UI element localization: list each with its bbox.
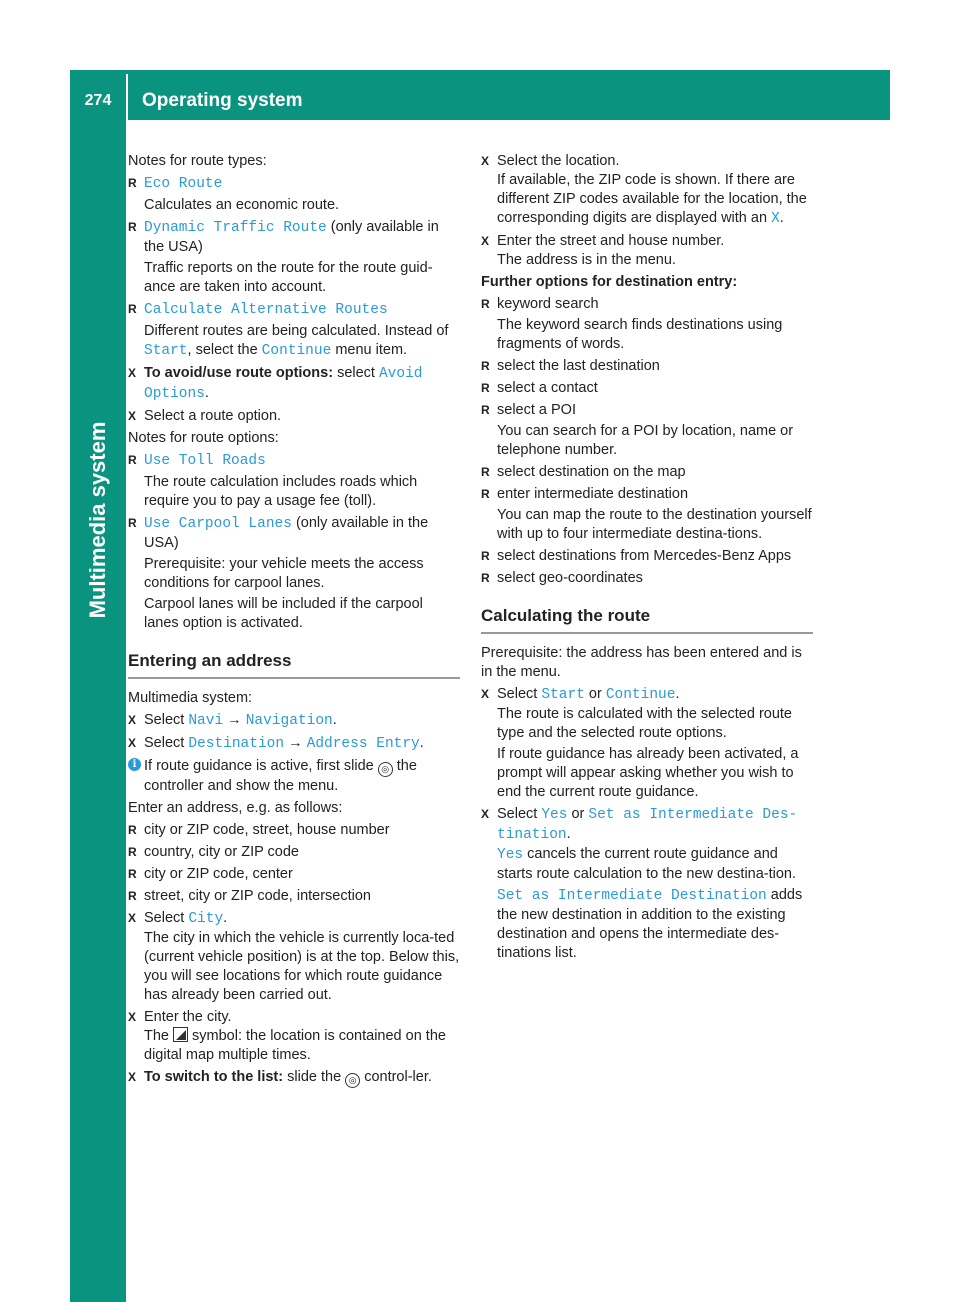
eco-route-option: Eco Route — [144, 176, 223, 192]
controller-icon: ◎ — [345, 1073, 360, 1088]
prereq: Prerequisite: the address has been entered and is in the menu. — [481, 645, 802, 680]
info-note: i If route guidance is active, first slide ◎ the controller and show the menu. — [128, 757, 460, 796]
list-item: R street, city or ZIP code, intersection — [128, 887, 460, 906]
city-desc: The city in which the vehicle is currently loca-ted (current vehicle position) is at the top. Below this, you will see locations for which route guidance has already been carried out. — [144, 930, 460, 1003]
step-select-navigation: X Select Navi → Navigation. — [128, 711, 460, 731]
list-item: R Use Carpool Lanes (only available in the USA) Prerequisite: your vehicle meets the access conditions for carpool lanes. Carpool lanes will be included if the carpool lanes option is activated. — [128, 514, 460, 633]
list-item — [128, 451, 460, 511]
list-item: R enter intermediate destination You can map the route to the destination yourself with up to four intermediate destina-tions. — [481, 485, 813, 544]
symbol-desc: The symbol: the location is contained on the digital map multiple times. — [144, 1028, 446, 1063]
header-divider — [126, 74, 128, 120]
list-item — [128, 218, 460, 297]
mm-system-label: Multimedia system: — [128, 690, 253, 706]
step-select-start: X Select Start or Continue. The route is calculated with the selected route type and the selected route options. If route guidance has already been activated, a prompt will appear asking whether you wish to end the current route guidance. — [481, 685, 813, 802]
right-column — [481, 152, 813, 966]
route-types-intro: Notes for route types: — [128, 153, 267, 169]
side-tab — [70, 120, 126, 1120]
step-select-location: X Select the location. If available, the ZIP code is shown. If there are different ZIP codes available for the location, the corresponding digits are displayed with an X. — [481, 152, 813, 229]
page-number: 274 — [84, 92, 112, 109]
controller-icon: ◎ — [378, 762, 393, 777]
list-item: R select a contact — [481, 379, 813, 398]
step-select-yes: X Select Yes or Set as Intermediate Des-tination. Yes cancels the current route guidance and starts route calculation to the new destina-tion. Set as Intermediate Destination adds the new destination in addition to the existing destination and opens the intermediate des-tinations list. — [481, 805, 813, 963]
page-title: Operating system — [142, 90, 303, 111]
list-item: R select destination on the map — [481, 463, 813, 482]
multiple-locations-icon — [173, 1027, 188, 1042]
route-options-intro: Notes for route options: — [128, 430, 279, 446]
toll-roads-desc: The route calculation includes roads which require you to pay a usage fee (toll). — [144, 474, 418, 509]
section-heading: Calculating the route — [481, 606, 813, 634]
section-heading: Entering an address — [128, 651, 460, 679]
eco-route-desc: Calculates an economic route. — [144, 197, 340, 213]
list-item: R city or ZIP code, center — [128, 865, 460, 884]
address-in-menu: The address is in the menu. — [497, 252, 676, 268]
toll-roads-option: Use Toll Roads — [144, 453, 266, 469]
list-item: R select geo-coordinates — [481, 569, 813, 588]
list-item: R select the last destination — [481, 357, 813, 376]
list-item: R select destinations from Mercedes-Benz Apps — [481, 547, 813, 566]
carpool-desc-1: Prerequisite: your vehicle meets the access conditions for carpool lanes. — [144, 556, 424, 591]
enter-intro: Enter an address, e.g. as follows: — [128, 800, 343, 816]
list-item: R select a POI You can search for a POI by location, name or telephone number. — [481, 401, 813, 460]
further-options-title: Further options for destination entry: — [481, 274, 738, 290]
side-tab-lower — [70, 1120, 126, 1302]
dynamic-traffic-option: Dynamic Traffic Route — [144, 220, 327, 236]
step-select-route-option: X Select a route option. — [128, 407, 460, 426]
step-switch-list: X To switch to the list: slide the ◎ control-ler. — [128, 1068, 460, 1088]
left-column — [128, 152, 460, 1091]
list-item — [128, 174, 460, 215]
zip-desc: If available, the ZIP code is shown. If there are different ZIP codes available for the location, the corresponding digits are displayed with an X. — [497, 172, 807, 227]
step-enter-street: X Enter the street and house number. The address is in the menu. — [481, 232, 813, 270]
dynamic-traffic-desc: Traffic reports on the route for the route guid-ance are taken into account. — [144, 260, 433, 295]
step-enter-city: X Enter the city. The symbol: the location is contained on the digital map multiple times. — [128, 1008, 460, 1065]
carpool-desc-2: Carpool lanes will be included if the carpool lanes option is activated. — [144, 596, 423, 631]
side-tab-label: Multimedia system — [85, 421, 110, 619]
list-item: R country, city or ZIP code — [128, 843, 460, 862]
list-item: R city or ZIP code, street, house number — [128, 821, 460, 840]
carpool-option: Use Carpool Lanes — [144, 516, 292, 532]
dynamic-traffic-suffix: (only available in the USA) — [144, 219, 439, 255]
step-select-city: X Select City. The city in which the vehicle is currently loca-ted (current vehicle position) is at the top. Below this, you will see locations for which route guidance has already been carried out. — [128, 909, 460, 1005]
step-avoid-options: X To avoid/use route options: select Avoid Options. — [128, 364, 460, 404]
info-icon: i — [128, 758, 141, 771]
step-select-address-entry: X Select Destination → Address Entry. — [128, 734, 460, 754]
alternative-routes-option: Calculate Alternative Routes — [144, 302, 388, 318]
list-item — [128, 300, 460, 361]
list-item: R keyword search The keyword search finds destinations using fragments of words. — [481, 295, 813, 354]
alternative-routes-desc: Different routes are being calculated. Instead of Start, select the Continue menu item. — [144, 323, 449, 359]
